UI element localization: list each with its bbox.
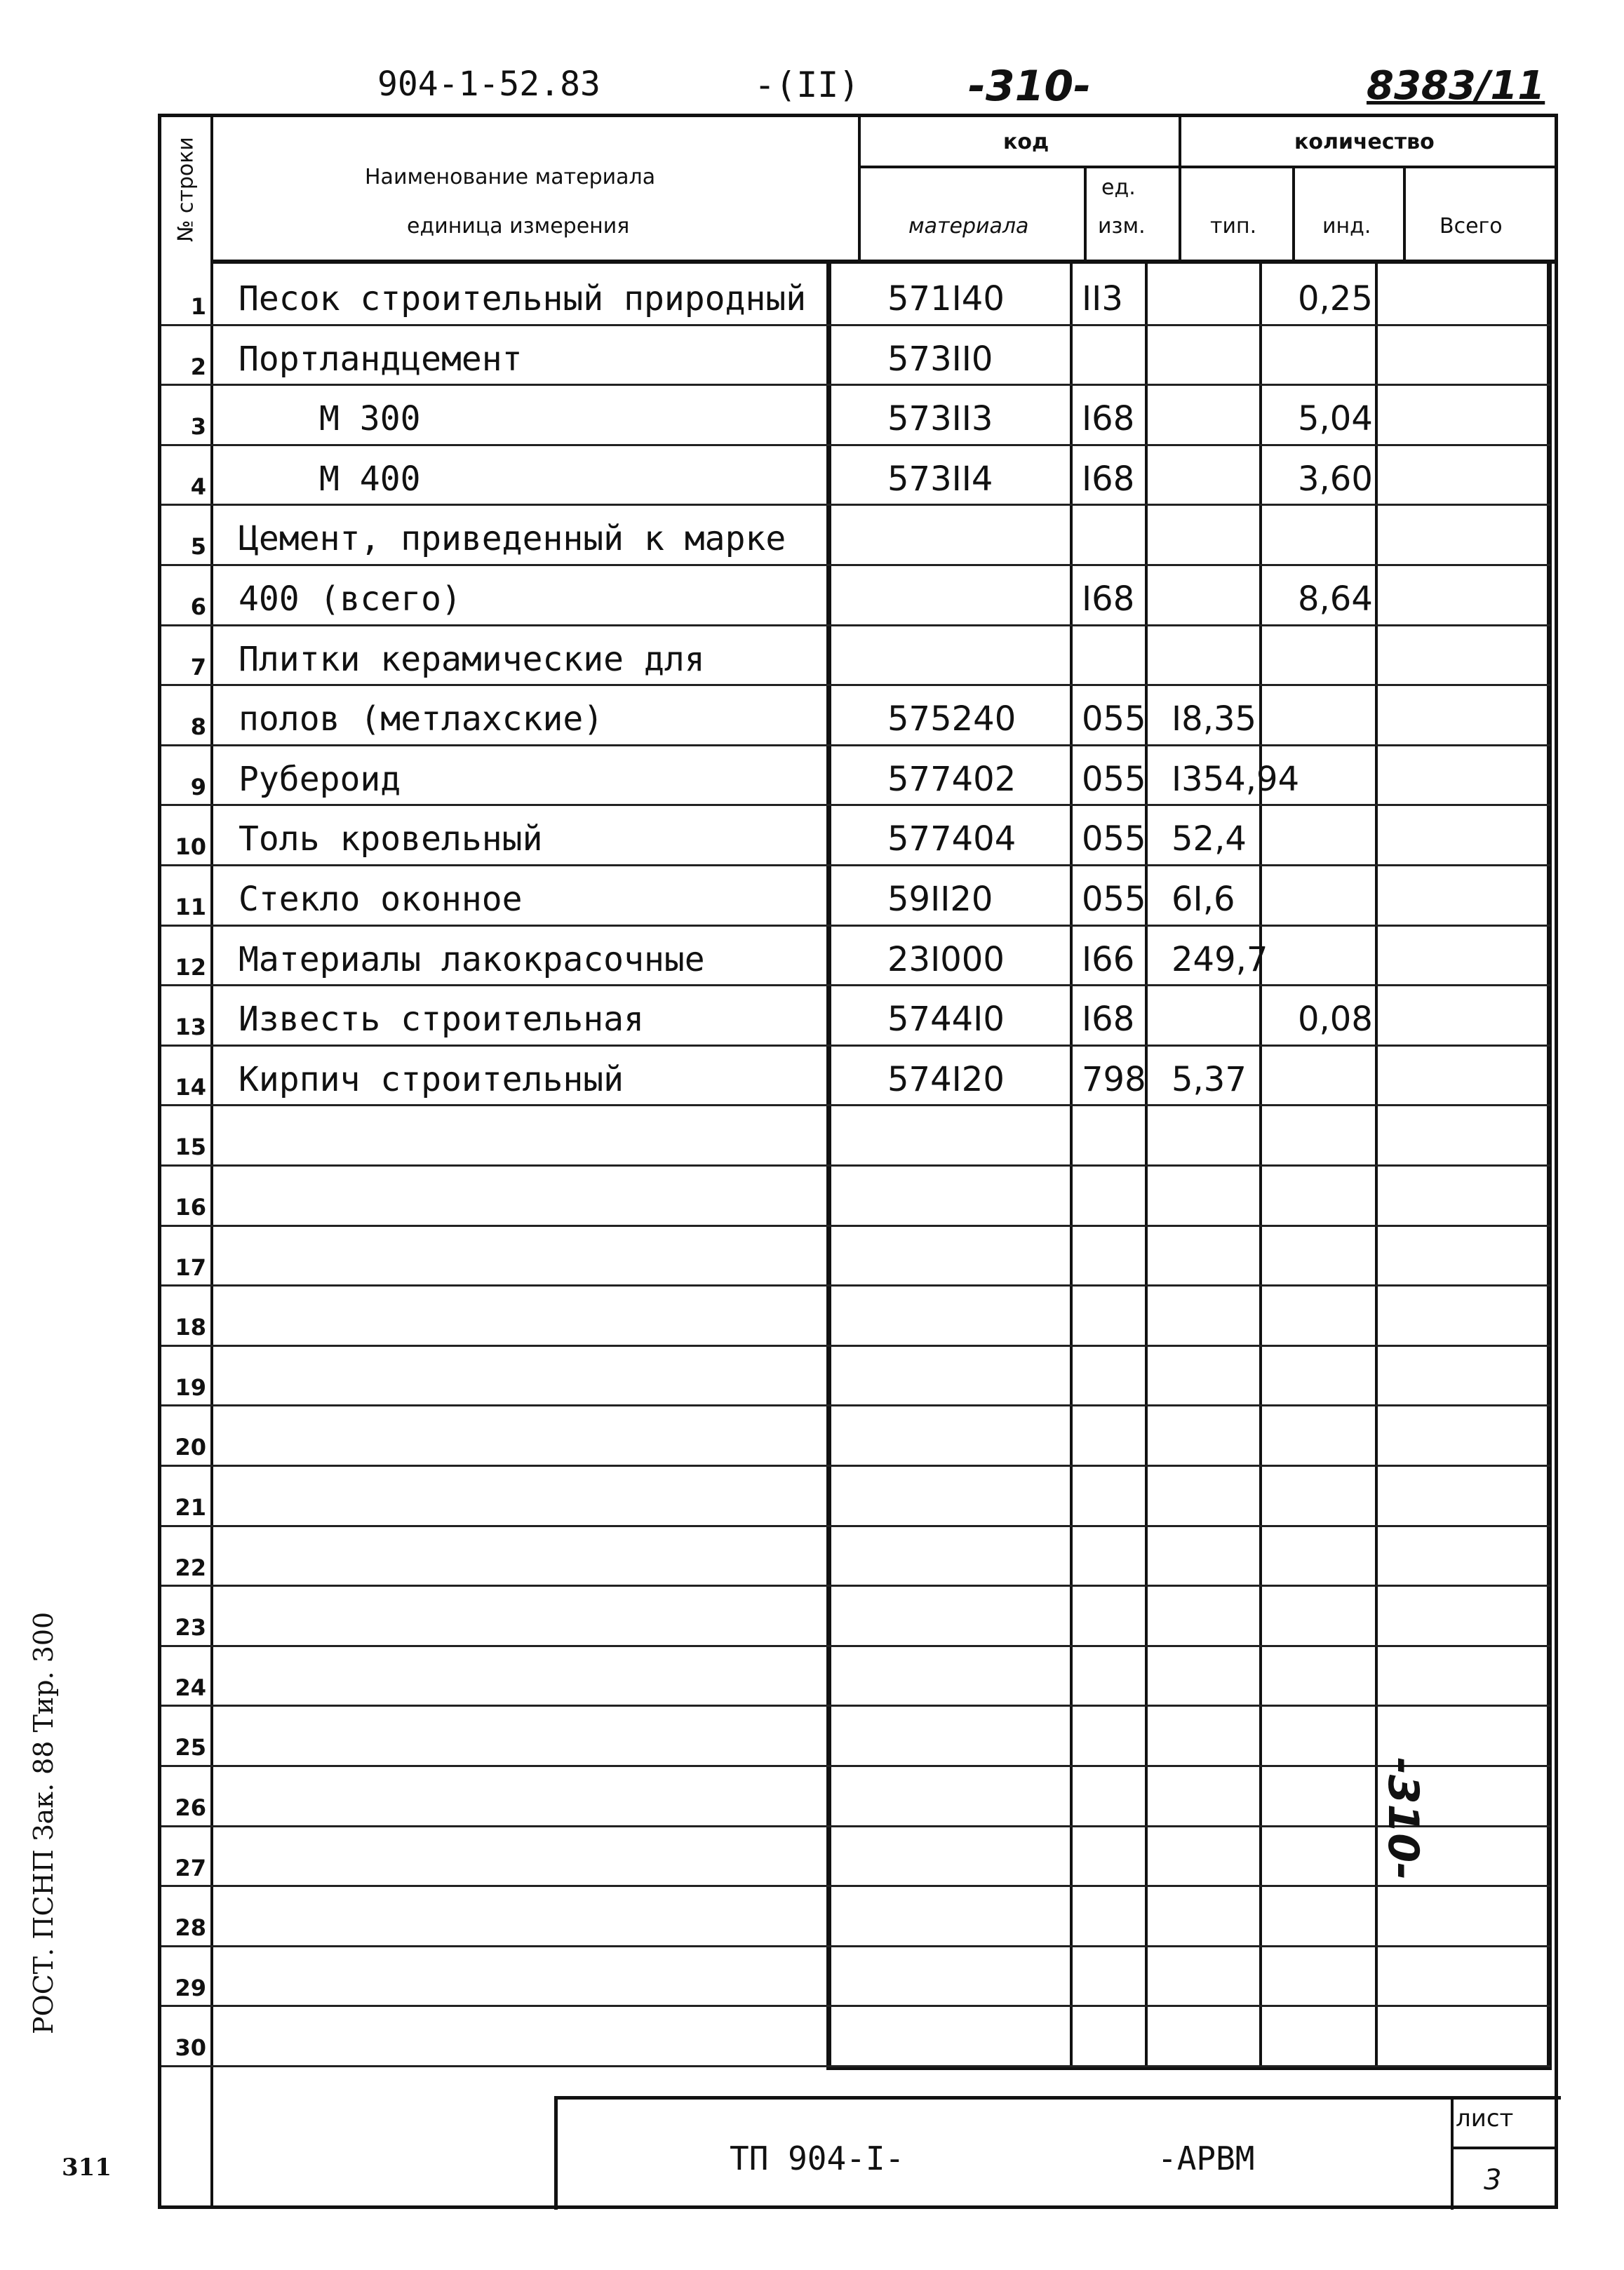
row-number: 14 — [175, 1073, 206, 1101]
table-row — [161, 1707, 1556, 1769]
table-row — [161, 927, 1556, 989]
row-number: 28 — [175, 1914, 206, 1942]
row-number: 15 — [175, 1134, 206, 1161]
row-divider — [161, 1465, 1550, 1467]
row-divider — [161, 1885, 1550, 1887]
row-divider — [161, 684, 1550, 686]
row-divider — [161, 444, 1550, 446]
material-name: Цемент, приведенный к марке — [239, 519, 786, 559]
material-code: 577402 — [887, 759, 1016, 799]
material-name: М 300 — [319, 399, 421, 439]
designation-suffix: -АРВМ — [1157, 2140, 1255, 2177]
row-number: 16 — [175, 1194, 206, 1221]
divider — [210, 260, 1558, 264]
quantity-header: количество — [1294, 130, 1435, 154]
material-code: 574I20 — [887, 1059, 1005, 1099]
row-divider — [161, 984, 1550, 986]
row-number: 25 — [175, 1734, 206, 1761]
material-code: 573II3 — [887, 399, 993, 439]
unit-header-line2: изм. — [1098, 214, 1146, 239]
table-row — [161, 807, 1556, 868]
material-code: 23I000 — [887, 939, 1005, 979]
quantity-ind: 8,64 — [1298, 579, 1373, 619]
row-number: 22 — [175, 1554, 206, 1581]
row-number: 9 — [190, 773, 206, 800]
row-divider — [161, 1825, 1550, 1827]
table-row — [161, 1348, 1556, 1409]
row-divider — [161, 1404, 1550, 1406]
row-divider — [161, 564, 1550, 566]
row-divider — [161, 504, 1550, 506]
quantity-tip: 5,37 — [1172, 1059, 1247, 1099]
row-divider — [161, 1045, 1550, 1047]
total-header: Всего — [1440, 214, 1503, 239]
table-row — [161, 687, 1556, 748]
material-name: Материалы лакокрасочные — [239, 939, 705, 979]
table-row — [161, 1587, 1556, 1649]
row-number: 6 — [190, 593, 206, 620]
row-divider — [161, 1164, 1550, 1167]
row-divider — [161, 2005, 1550, 2007]
row-number: 3 — [190, 413, 206, 441]
row-number: 27 — [175, 1854, 206, 1881]
row-number: 26 — [175, 1794, 206, 1821]
table-row — [161, 1287, 1556, 1349]
row-number: 7 — [190, 653, 206, 680]
row-number: 21 — [175, 1494, 206, 1521]
row-number: 1 — [190, 293, 206, 320]
table-row — [161, 627, 1556, 689]
row-number: 20 — [175, 1434, 206, 1461]
row-divider — [161, 925, 1550, 927]
quantity-tip: 52,4 — [1172, 819, 1247, 859]
unit-code: I66 — [1082, 939, 1135, 979]
section-label: -(II) — [754, 65, 860, 105]
material-code: 573II4 — [887, 459, 993, 499]
document-number: 904-1-52.83 — [377, 65, 600, 104]
row-number: 5 — [190, 533, 206, 560]
table-row — [161, 1167, 1556, 1229]
table-row — [161, 1948, 1556, 2010]
material-name: Портландцемент — [239, 339, 523, 379]
divider — [1451, 2096, 1454, 2210]
table-row — [161, 1888, 1556, 1949]
row-number: 13 — [175, 1014, 206, 1041]
code-header: код — [1003, 130, 1049, 154]
ind-header: инд. — [1322, 214, 1371, 239]
material-name: Плитки керамические для — [239, 639, 705, 679]
table-row — [161, 1047, 1556, 1109]
material-code: 573II0 — [887, 339, 993, 379]
row-divider — [161, 864, 1550, 866]
material-name: М 400 — [319, 459, 421, 499]
table-row — [161, 567, 1556, 629]
material-code: 577404 — [887, 819, 1016, 859]
table-row — [161, 447, 1556, 509]
material-name: Стекло оконное — [239, 880, 523, 919]
unit-code: 055 — [1082, 819, 1146, 859]
divider — [1179, 114, 1181, 261]
material-code: 575240 — [887, 699, 1016, 739]
quantity-tip: I354,94 — [1172, 759, 1300, 799]
sheet-number: 3 — [1484, 2164, 1502, 2196]
unit-code: I68 — [1082, 1000, 1135, 1040]
row-divider — [161, 624, 1550, 626]
material-name: Известь строительная — [239, 1000, 644, 1040]
page-number: -310- — [968, 62, 1092, 111]
row-divider — [161, 1104, 1550, 1106]
table-row — [161, 2008, 1556, 2069]
row-divider — [161, 1705, 1550, 1707]
unit-code: 055 — [1082, 699, 1146, 739]
row-divider — [161, 1585, 1550, 1587]
row-number: 30 — [175, 2034, 206, 2062]
row-divider — [161, 1765, 1550, 1767]
table-row — [161, 1468, 1556, 1529]
table-row — [161, 867, 1556, 929]
row-number: 10 — [175, 833, 206, 861]
row-divider — [161, 324, 1550, 326]
title-block — [554, 2096, 1561, 2210]
unit-code: I68 — [1082, 579, 1135, 619]
table-row — [161, 747, 1556, 809]
divider — [1403, 167, 1406, 261]
divider — [858, 114, 861, 261]
table-row — [161, 1528, 1556, 1590]
material-code: 5744I0 — [887, 1000, 1005, 1040]
table-row — [161, 506, 1556, 568]
table-row — [161, 1768, 1556, 1829]
quantity-ind: 5,04 — [1298, 399, 1373, 439]
row-divider — [161, 1284, 1550, 1287]
row-number: 23 — [175, 1614, 206, 1641]
row-divider — [161, 384, 1550, 386]
row-number: 17 — [175, 1254, 206, 1281]
quantity-ind: 0,08 — [1298, 1000, 1373, 1040]
print-info: РОСТ. ПСНП Зак. 88 Тир. 300 — [28, 1611, 59, 2034]
quantity-ind: 0,25 — [1298, 279, 1373, 318]
sheet-label: лист — [1456, 2104, 1514, 2133]
table-row — [161, 1407, 1556, 1469]
row-divider — [161, 2065, 1550, 2067]
unit-code: 055 — [1082, 759, 1146, 799]
name-header-line1: Наименование материала — [365, 165, 656, 189]
material-code: 571I40 — [887, 279, 1005, 318]
row-number-header: № строки — [173, 137, 199, 242]
row-divider — [161, 1645, 1550, 1647]
table-row — [161, 1828, 1556, 1890]
row-number: 24 — [175, 1674, 206, 1701]
unit-code: II3 — [1082, 279, 1123, 318]
material-name: полов (метлахские) — [239, 699, 604, 739]
row-number: 29 — [175, 1974, 206, 2001]
divider — [1451, 2147, 1556, 2149]
row-number: 19 — [175, 1374, 206, 1401]
material-name: Песок строительный природный — [239, 279, 807, 318]
table-row — [161, 387, 1556, 448]
unit-header-line1: ед. — [1101, 175, 1136, 200]
row-divider — [161, 1345, 1550, 1347]
table-row — [161, 327, 1556, 389]
row-number: 11 — [175, 894, 206, 920]
unit-code: I68 — [1082, 459, 1135, 499]
quantity-tip: I8,35 — [1172, 699, 1257, 739]
reference-number: 8383/11 — [1367, 63, 1545, 109]
material-code: 59II20 — [887, 880, 993, 919]
row-number: 4 — [190, 473, 206, 500]
divider — [858, 166, 1558, 168]
table-row — [161, 1228, 1556, 1289]
material-code-header: материала — [908, 214, 1029, 239]
unit-code: I68 — [1082, 399, 1135, 439]
unit-code: 798 — [1082, 1059, 1146, 1099]
tip-header: тип. — [1210, 214, 1257, 239]
table-row — [161, 1648, 1556, 1710]
row-number: 18 — [175, 1314, 206, 1341]
row-divider — [161, 1225, 1550, 1227]
material-name: Рубероид — [239, 759, 401, 799]
quantity-tip: 249,7 — [1172, 939, 1268, 979]
row-divider — [161, 1525, 1550, 1527]
material-name: 400 (всего) — [239, 579, 462, 619]
row-divider — [161, 744, 1550, 746]
handwritten-note: -310- — [1378, 1757, 1428, 1881]
row-number: 2 — [190, 353, 206, 380]
quantity-ind: 3,60 — [1298, 459, 1373, 499]
table-row — [161, 987, 1556, 1049]
side-number: 311 — [62, 2154, 112, 2182]
material-name: Толь кровельный — [239, 819, 543, 859]
table-row — [161, 1107, 1556, 1169]
row-divider — [161, 804, 1550, 806]
row-number: 12 — [175, 953, 206, 981]
divider — [1292, 167, 1295, 261]
unit-code: 055 — [1082, 880, 1146, 919]
row-divider — [161, 1945, 1550, 1947]
name-header-line2: единица измерения — [407, 214, 630, 239]
divider — [1084, 167, 1087, 261]
table-row — [161, 267, 1556, 328]
row-number: 8 — [190, 713, 206, 741]
designation: ТП 904-I- — [730, 2140, 905, 2177]
quantity-tip: 6I,6 — [1172, 880, 1235, 919]
material-name: Кирпич строительный — [239, 1059, 624, 1099]
